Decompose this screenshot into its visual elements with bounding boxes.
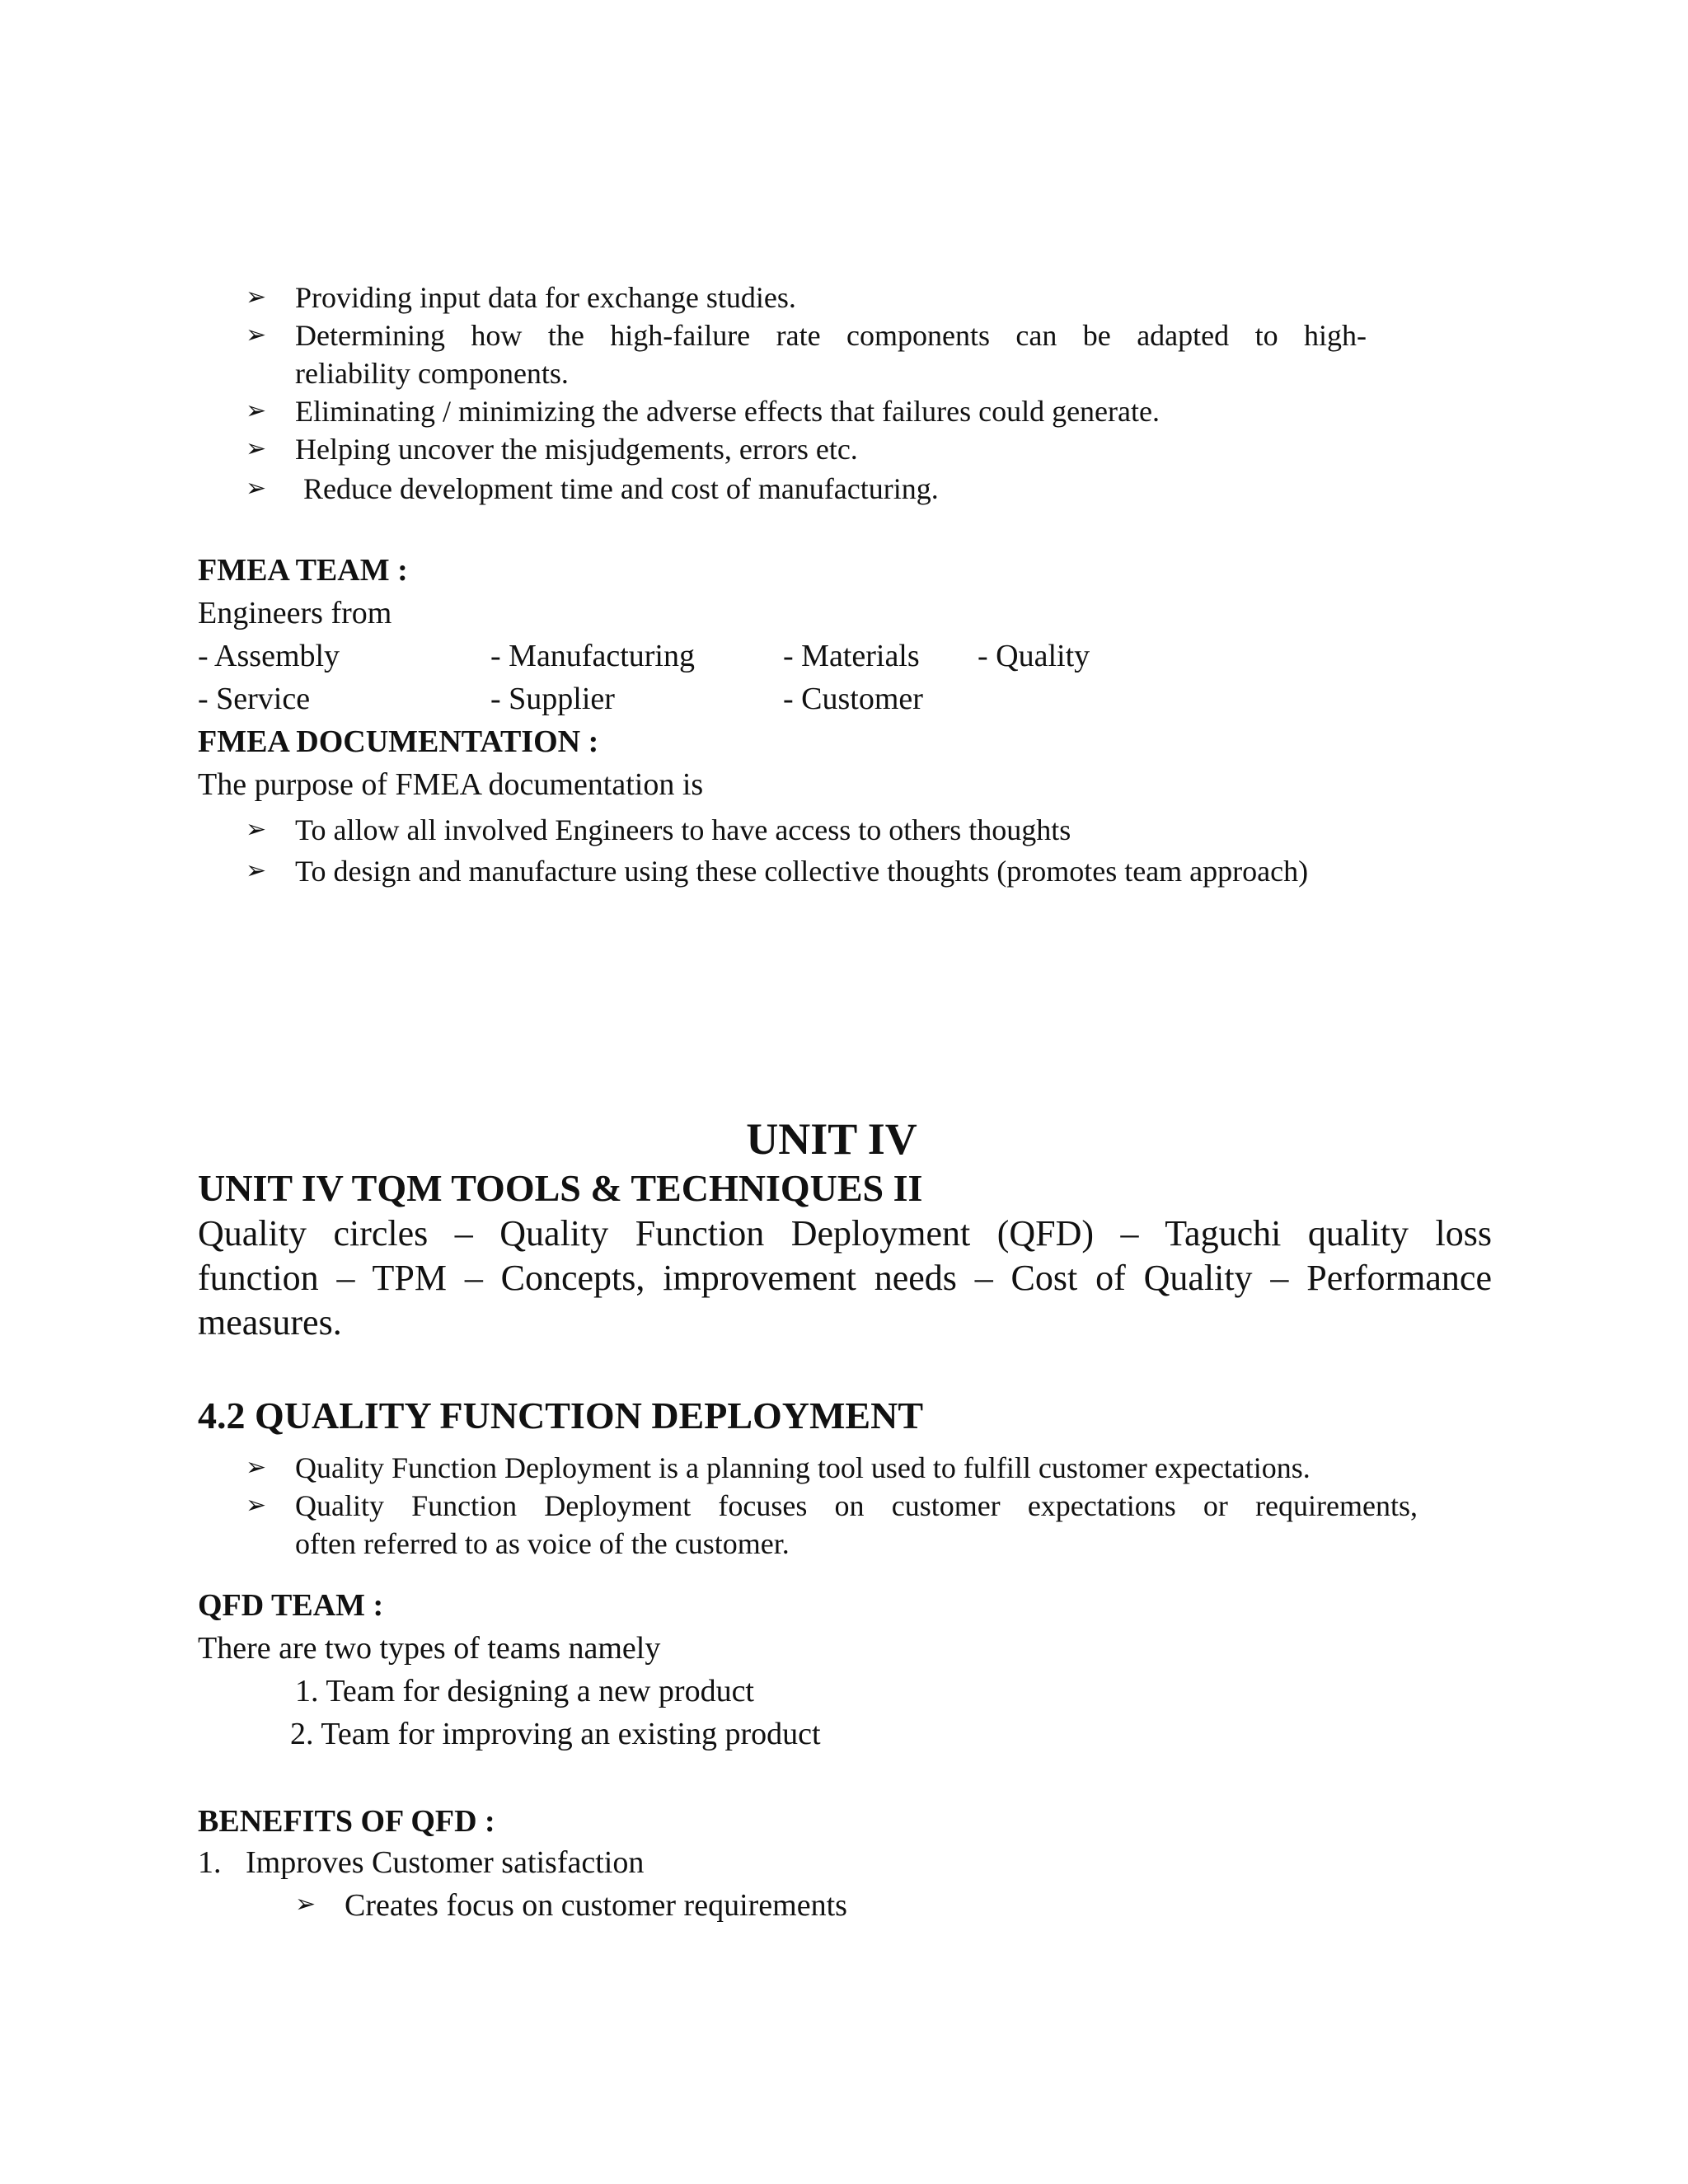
qfd-heading: 4.2 QUALITY FUNCTION DEPLOYMENT (198, 1394, 924, 1436)
team-member: - Manufacturing (490, 639, 695, 673)
arrow-bullet-icon: ➢ (246, 321, 267, 349)
syllabus-line: Quality circles – Quality Function Deployment (QFD) – Taguchi quality loss (198, 1213, 1492, 1254)
unit-subtitle: UNIT IV TQM TOOLS & TECHNIQUES II (198, 1167, 923, 1209)
qfd-team-item: 2. Team for improving an existing product (290, 1717, 821, 1751)
benefit-text: Improves Customer satisfaction (246, 1845, 645, 1880)
bullet-text: Reduce development time and cost of manufacturing. (303, 472, 939, 505)
team-member: - Assembly (198, 639, 340, 673)
fmea-documentation-intro: The purpose of FMEA documentation is (198, 767, 704, 802)
arrow-bullet-icon: ➢ (246, 1491, 267, 1520)
team-member: - Customer (783, 682, 923, 716)
bullet-text: Quality Function Deployment focuses on customer expectations or requirements, (295, 1489, 1418, 1522)
arrow-bullet-icon: ➢ (246, 815, 267, 844)
syllabus-line: measures. (198, 1302, 342, 1343)
arrow-bullet-icon: ➢ (246, 856, 267, 885)
bullet-text: Eliminating / minimizing the adverse effects that failures could generate. (295, 395, 1160, 428)
benefits-heading: BENEFITS OF QFD : (198, 1804, 495, 1839)
qfd-team-heading: QFD TEAM : (198, 1588, 384, 1623)
bullet-text: To allow all involved Engineers to have access to others thoughts (295, 813, 1071, 846)
team-member: - Service (198, 682, 311, 716)
bullet-text-continuation: often referred to as voice of the customer. (295, 1527, 790, 1560)
arrow-bullet-icon: ➢ (295, 1890, 316, 1919)
team-member: - Materials (783, 639, 920, 673)
fmea-documentation-heading: FMEA DOCUMENTATION : (198, 724, 599, 759)
team-member: - Supplier (490, 682, 615, 716)
arrow-bullet-icon: ➢ (246, 1453, 267, 1482)
benefit-number: 1. (198, 1845, 222, 1880)
arrow-bullet-icon: ➢ (246, 283, 267, 312)
bullet-text: Providing input data for exchange studies. (295, 281, 796, 314)
bullet-text: Determining how the high-failure rate components can be adapted to high- (295, 319, 1367, 352)
bullet-text: Helping uncover the misjudgements, errors etc. (295, 433, 858, 466)
bullet-text-continuation: reliability components. (295, 357, 569, 390)
fmea-team-heading: FMEA TEAM : (198, 553, 408, 588)
qfd-team-intro: There are two types of teams namely (198, 1631, 661, 1666)
arrow-bullet-icon: ➢ (246, 396, 267, 425)
syllabus-line: function – TPM – Concepts, improvement needs – Cost of Quality – Performance (198, 1258, 1492, 1298)
unit-title: UNIT IV (746, 1114, 917, 1164)
arrow-bullet-icon: ➢ (246, 474, 267, 503)
team-member: - Quality (978, 639, 1090, 673)
bullet-text: Creates focus on customer requirements (345, 1888, 847, 1923)
qfd-team-item: 1. Team for designing a new product (295, 1674, 754, 1708)
bullet-text: Quality Function Deployment is a planning tool used to fulfill customer expectations. (295, 1451, 1311, 1484)
fmea-team-intro: Engineers from (198, 596, 392, 630)
bullet-text: To design and manufacture using these collective thoughts (promotes team approach) (295, 855, 1309, 888)
arrow-bullet-icon: ➢ (246, 434, 267, 463)
